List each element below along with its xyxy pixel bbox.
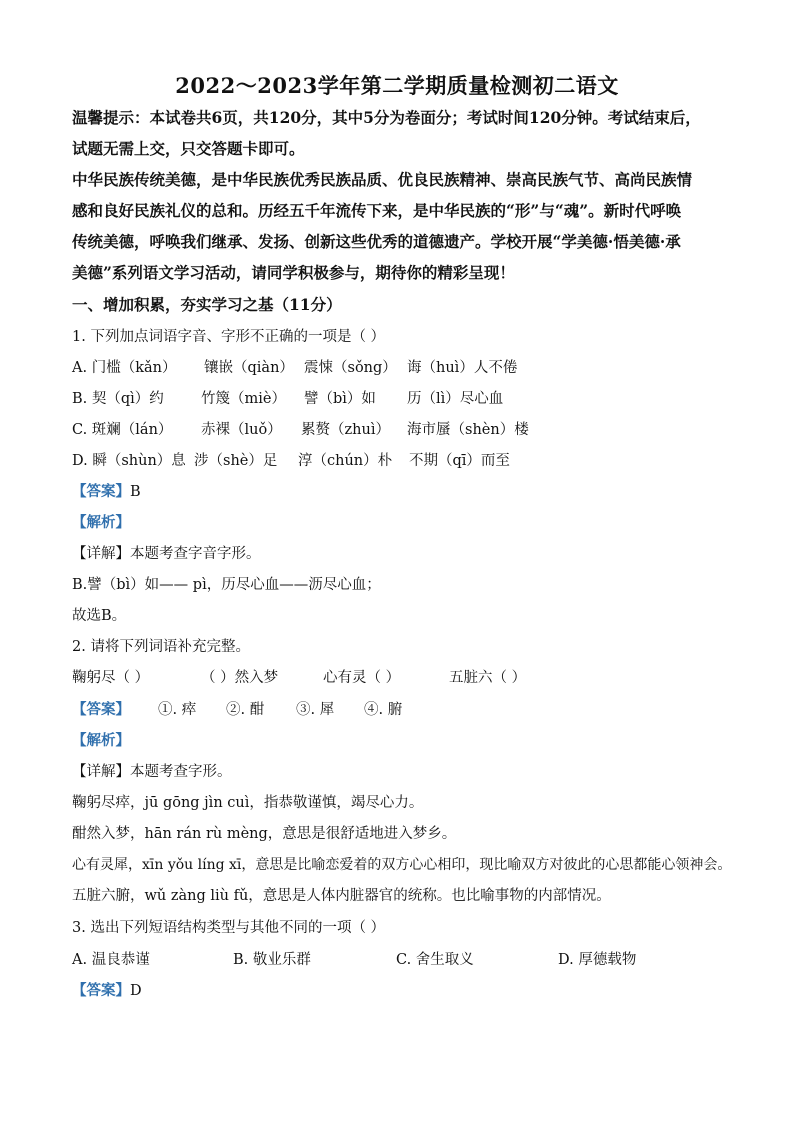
q2-blank-2: （ ）然入梦: [201, 670, 279, 686]
q1-explanation-1: B.譬（bì）如—— pì，历尽心血——沥尽心血；: [72, 577, 381, 593]
q3-option-c: C. 舍生取义: [396, 952, 474, 968]
analysis-tag: 【解析】: [72, 732, 130, 749]
q1-a-item-2: 镶嵌（qiàn）: [204, 360, 294, 376]
q1-detail: [72, 544, 261, 564]
q1-a-item-4: 诲（huì）人不倦: [407, 360, 518, 376]
q3-answer: [72, 981, 142, 1001]
q1-b-item-2: 竹篾（miè）: [201, 391, 286, 407]
q1-c-item-3: 累赘（zhuì）: [301, 422, 390, 438]
q1-c-item-2: 赤裸（luǒ）: [201, 422, 282, 438]
q1-a-item-3: 震悚（sǒng）: [304, 360, 397, 376]
q1-c-item-1: C. 斑斓（lán）: [72, 422, 173, 438]
q1-analysis: [72, 513, 130, 533]
q1-d-item-4: 不期（qī）而至: [409, 453, 510, 469]
q2-answer-1: ①. 瘁: [158, 702, 197, 718]
q1-d-item-2: 涉（shè）足: [194, 453, 278, 469]
q1-d-item-1: D. 瞬（shùn）息: [72, 453, 186, 469]
q2-explanation-3: 心有灵犀，xīn yǒu líng xī，意思是比喻恋爱着的双方心心相印，现比喻双方对彼此的心思都能心领神会。: [72, 857, 732, 873]
q3-stem: 3. 选出下列短语结构类型与其他不同的一项（ ）: [72, 920, 386, 936]
q1-b-item-4: 历（lì）尽心血: [407, 391, 504, 407]
q2-blank-3: 心有灵（ ）: [323, 670, 401, 686]
q1-answer: [72, 482, 141, 502]
analysis-tag: 【解析】: [72, 514, 130, 531]
q2-explanation-1: 鞠躬尽瘁，jū gōng jìn cuì，指恭敬谨慎，竭尽心力。: [72, 795, 424, 811]
q1-c-item-4: 海市蜃（shèn）楼: [407, 422, 529, 438]
intro-line-5: 传统美德，呼唤我们继承、发扬、创新这些优秀的道德遗产。学校开展“学美德·悟美德·承: [72, 232, 681, 251]
notice-line-2: 试题无需上交，只交答题卡即可。: [72, 139, 305, 158]
q1-stem: 1. 下列加点词语字音、字形不正确的一项是（ ）: [72, 329, 386, 345]
q2-detail: [72, 762, 232, 782]
notice-line-1: 温馨提示：本试卷共6页，共120分，其中5分为卷面分；考试时间120分钟。考试结束后，: [72, 108, 701, 127]
q2-stem: 2. 请将下列词语补充完整。: [72, 639, 250, 655]
q2-blank-1: 鞠躬尽（ ）: [72, 670, 150, 686]
page-title: 2022～2023学年第二学期质量检测初二语文: [175, 73, 619, 98]
q2-answer-2: ②. 酣: [226, 702, 265, 718]
detail-tag: 【详解】: [72, 764, 130, 780]
detail-text: 本题考查字音字形。: [130, 546, 261, 562]
answer-tag: 【答案】: [72, 701, 130, 718]
q3-option-a: A. 温良恭谨: [72, 952, 150, 968]
section-heading: 一、增加积累，夯实学习之基（11分）: [72, 295, 342, 314]
q1-b-item-3: 譬（bì）如: [304, 391, 376, 407]
q1-a-item-1: A. 门槛（kǎn）: [72, 360, 177, 376]
q1-b-item-1: B. 契（qì）约: [72, 391, 164, 407]
answer-value: B: [130, 484, 141, 500]
answer-tag: 【答案】: [72, 982, 130, 999]
detail-tag: 【详解】: [72, 546, 130, 562]
q2-blank-4: 五脏六（ ）: [449, 670, 527, 686]
q1-d-item-3: 淳（chún）朴: [298, 453, 393, 469]
answer-value: D: [130, 983, 142, 999]
q2-explanation-2: 酣然入梦，hān rán rù mèng，意思是很舒适地进入梦乡。: [72, 826, 457, 842]
q1-explanation-2: 故选B。: [72, 608, 127, 624]
intro-line-4: 感和良好民族礼仪的总和。历经五千年流传下来，是中华民族的“形”与“魂”。新时代呼唤: [72, 201, 682, 220]
detail-text: 本题考查字形。: [130, 764, 232, 780]
q2-answer-4: ④. 腑: [364, 702, 403, 718]
answer-tag: 【答案】: [72, 483, 130, 500]
q3-option-d: D. 厚德载物: [558, 952, 637, 968]
q3-option-b: B. 敬业乐群: [233, 952, 311, 968]
intro-line-3: 中华民族传统美德，是中华民族优秀民族品质、优良民族精神、崇高民族气节、高尚民族情: [72, 170, 693, 189]
intro-line-6: 美德”系列语文学习活动，请同学积极参与，期待你的精彩呈现！: [72, 263, 515, 282]
q2-explanation-4: 五脏六腑，wǔ zàng liù fǔ，意思是人体内脏器官的统称。也比喻事物的内部情况。: [72, 888, 611, 904]
q2-answer-3: ③. 犀: [296, 702, 335, 718]
q2-analysis: [72, 731, 130, 751]
